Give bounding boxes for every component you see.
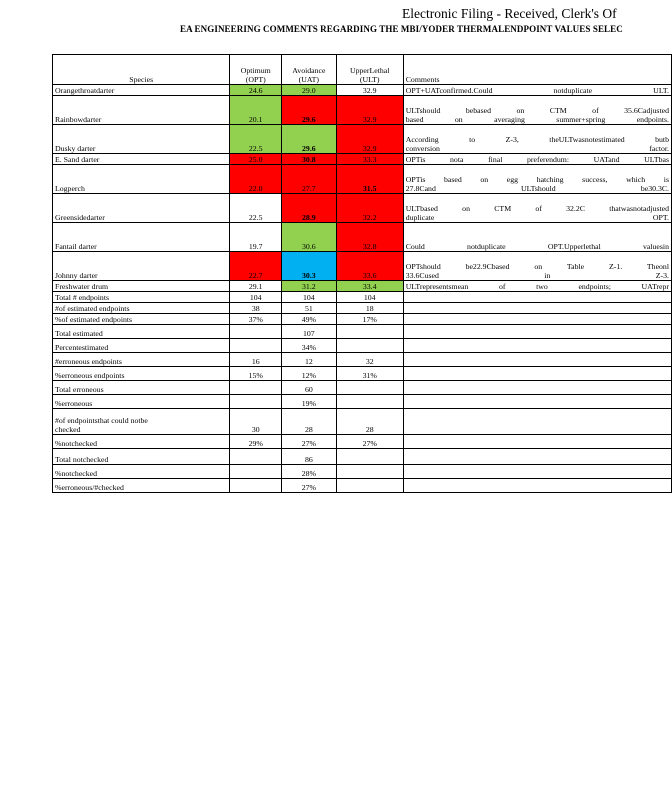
uat-value: 104 <box>282 292 337 303</box>
summary-label: %notchecked <box>53 465 230 479</box>
comment-cell <box>403 435 671 449</box>
summary-row <box>53 367 672 381</box>
uat-value: 31.2 <box>282 281 337 292</box>
summary-row <box>53 465 672 479</box>
comment-cell: OPTis nota final preferendum: UATand ULTbas <box>403 154 671 165</box>
summary-row <box>53 435 672 449</box>
species-name: Johnny darter <box>53 252 230 281</box>
table-row <box>53 96 672 125</box>
uat-value: 30.6 <box>282 223 337 252</box>
summary-row <box>53 479 672 493</box>
ult-value: 32 <box>336 353 403 367</box>
ult-value: 104 <box>336 292 403 303</box>
opt-value <box>230 381 282 395</box>
summary-label: Percentestimated <box>53 339 230 353</box>
uat-value: 30.3 <box>282 252 337 281</box>
table-row <box>53 223 672 252</box>
uat-value: 12% <box>282 367 337 381</box>
ult-value <box>336 339 403 353</box>
opt-value: 16 <box>230 353 282 367</box>
opt-value: 22.0 <box>230 165 282 194</box>
uat-value: 34% <box>282 339 337 353</box>
ult-value: 32.9 <box>336 96 403 125</box>
uat-value: 12 <box>282 353 337 367</box>
summary-label: #of endpointsthat could notbe checked <box>53 409 230 435</box>
comment-cell <box>403 339 671 353</box>
opt-value: 22.5 <box>230 194 282 223</box>
ult-value: 32.9 <box>336 85 403 96</box>
summary-row <box>53 409 672 435</box>
ult-value: 32.2 <box>336 194 403 223</box>
opt-value: 22.5 <box>230 125 282 154</box>
comment-cell: OPT+UATconfirmed.Could notduplicate ULT. <box>403 85 671 96</box>
summary-row <box>53 381 672 395</box>
uat-value: 29.6 <box>282 125 337 154</box>
uat-value: 86 <box>282 449 337 465</box>
ult-value: 27% <box>336 435 403 449</box>
opt-value: 22.7 <box>230 252 282 281</box>
opt-value <box>230 449 282 465</box>
comment-cell <box>403 449 671 465</box>
filing-stamp: Electronic Filing - Received, Clerk's Of <box>402 6 617 21</box>
ult-value <box>336 325 403 339</box>
ult-value <box>336 449 403 465</box>
summary-label: %of estimated endpoints <box>53 314 230 325</box>
comment-cell: OPTshould be22.9Cbased on Table Z-1. Theonl 33.6Cused in Z-3. <box>403 252 671 281</box>
opt-header: Optimum (OPT) <box>230 55 282 85</box>
opt-value: 19.7 <box>230 223 282 252</box>
summary-label: Total # endpoints <box>53 292 230 303</box>
summary-label: #of estimated endpoints <box>53 303 230 314</box>
ult-header: UpperLethal (ULT) <box>336 55 403 85</box>
species-name: Dusky darter <box>53 125 230 154</box>
summary-row <box>53 314 672 325</box>
opt-value <box>230 325 282 339</box>
uat-header: Avoidance (UAT) <box>282 55 337 85</box>
opt-value: 38 <box>230 303 282 314</box>
ult-value: 33.3 <box>336 154 403 165</box>
species-name: Orangethroatdarter <box>53 85 230 96</box>
uat-value: 28% <box>282 465 337 479</box>
ult-value <box>336 479 403 493</box>
summary-row <box>53 353 672 367</box>
species-header: Species <box>53 55 230 85</box>
ult-value <box>336 465 403 479</box>
endpoint-table <box>52 54 672 493</box>
comment-cell <box>403 409 671 435</box>
comment-cell <box>403 353 671 367</box>
uat-value: 27% <box>282 479 337 493</box>
table-row <box>53 194 672 223</box>
ult-value: 17% <box>336 314 403 325</box>
comment-cell <box>403 314 671 325</box>
opt-value: 29.1 <box>230 281 282 292</box>
comment-cell: ULTshould bebased on CTM of 35.6Cadjusted based on averaging summer+spring endpoints. <box>403 96 671 125</box>
species-name: E. Sand darter <box>53 154 230 165</box>
opt-value: 104 <box>230 292 282 303</box>
uat-value: 49% <box>282 314 337 325</box>
uat-value: 30.8 <box>282 154 337 165</box>
opt-value: 20.1 <box>230 96 282 125</box>
uat-value: 29.6 <box>282 96 337 125</box>
uat-value: 60 <box>282 381 337 395</box>
ult-value: 33.6 <box>336 252 403 281</box>
ult-value: 28 <box>336 409 403 435</box>
header-row <box>53 55 672 85</box>
ult-value: 33.4 <box>336 281 403 292</box>
species-name: Greensidedarter <box>53 194 230 223</box>
uat-value: 27% <box>282 435 337 449</box>
uat-value: 51 <box>282 303 337 314</box>
uat-value: 27.7 <box>282 165 337 194</box>
comment-cell: ULTrepresentsmean of two endpoints; UATrepr <box>403 281 671 292</box>
summary-row <box>53 395 672 409</box>
opt-value: 37% <box>230 314 282 325</box>
ult-value: 32.9 <box>336 125 403 154</box>
table-row <box>53 85 672 96</box>
summary-label: Total erroneous <box>53 381 230 395</box>
comment-cell: OPTis based on egg hatching success, which is 27.8Cand ULTshould be30.3C. <box>403 165 671 194</box>
opt-value <box>230 395 282 409</box>
summary-row <box>53 292 672 303</box>
opt-value: 24.6 <box>230 85 282 96</box>
comment-cell: ULTbased on CTM of 32.2C thatwasnotadjusted duplicate OPT. <box>403 194 671 223</box>
summary-row <box>53 449 672 465</box>
species-name: Logperch <box>53 165 230 194</box>
ult-value: 31% <box>336 367 403 381</box>
opt-value: 25.0 <box>230 154 282 165</box>
table-row <box>53 281 672 292</box>
ult-value <box>336 381 403 395</box>
comment-cell <box>403 303 671 314</box>
uat-value: 29.0 <box>282 85 337 96</box>
summary-label: #erroneous endpoints <box>53 353 230 367</box>
opt-value: 29% <box>230 435 282 449</box>
summary-label: %notchecked <box>53 435 230 449</box>
comment-cell <box>403 465 671 479</box>
comment-cell: According to Z-3, theULTwasnotestimated butb conversion factor. <box>403 125 671 154</box>
summary-label: %erroneous endpoints <box>53 367 230 381</box>
ult-value: 32.8 <box>336 223 403 252</box>
summary-row <box>53 303 672 314</box>
endpoint-table-container <box>52 54 669 493</box>
document-title: EA ENGINEERING COMMENTS REGARDING THE MBI/YODER THERMALENDPOINT VALUES SELEC <box>180 24 623 34</box>
table-row <box>53 165 672 194</box>
ult-value <box>336 395 403 409</box>
opt-value <box>230 339 282 353</box>
comment-cell <box>403 395 671 409</box>
uat-value: 28 <box>282 409 337 435</box>
summary-label: %erroneous/#checked <box>53 479 230 493</box>
uat-value: 28.9 <box>282 194 337 223</box>
summary-label: Total notchecked <box>53 449 230 465</box>
comment-cell <box>403 325 671 339</box>
table-row <box>53 154 672 165</box>
comment-cell <box>403 381 671 395</box>
species-name: Fantail darter <box>53 223 230 252</box>
table-row <box>53 252 672 281</box>
summary-label: Total estimated <box>53 325 230 339</box>
opt-value <box>230 479 282 493</box>
opt-value <box>230 465 282 479</box>
comment-cell <box>403 292 671 303</box>
summary-row <box>53 339 672 353</box>
opt-value: 15% <box>230 367 282 381</box>
comments-header: Comments <box>403 55 671 85</box>
summary-row <box>53 325 672 339</box>
comment-cell: Could notduplicate OPT.Upperlethal valuesin <box>403 223 671 252</box>
uat-value: 107 <box>282 325 337 339</box>
opt-value: 30 <box>230 409 282 435</box>
ult-value: 18 <box>336 303 403 314</box>
uat-value: 19% <box>282 395 337 409</box>
ult-value: 31.5 <box>336 165 403 194</box>
table-row <box>53 125 672 154</box>
summary-label: %erroneous <box>53 395 230 409</box>
comment-cell <box>403 479 671 493</box>
comment-cell <box>403 367 671 381</box>
species-name: Freshwater drum <box>53 281 230 292</box>
species-name: Rainbowdarter <box>53 96 230 125</box>
